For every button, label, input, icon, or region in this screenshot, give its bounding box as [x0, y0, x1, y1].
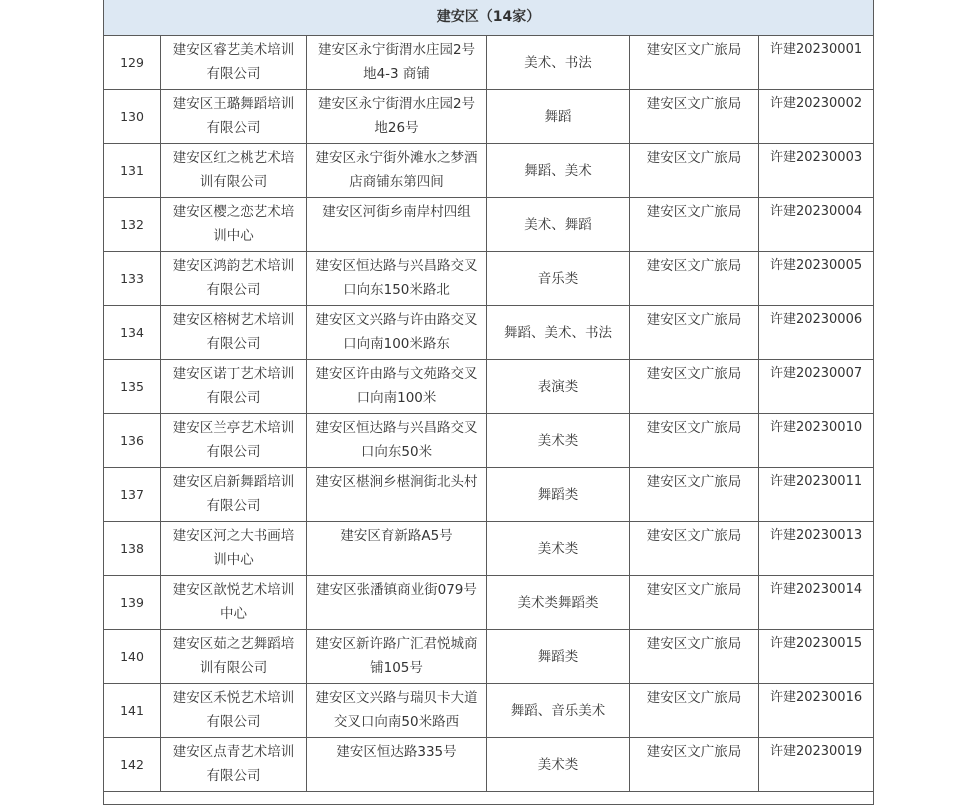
- approving-authority: 建安区文广旅局: [630, 738, 759, 792]
- table-row-partial: [104, 792, 874, 805]
- training-institution-table: [103, 0, 874, 805]
- training-category: 舞蹈: [487, 90, 630, 144]
- license-number: 许建20230010: [759, 414, 874, 468]
- table-row: [104, 144, 874, 198]
- row-number: 140: [104, 630, 161, 684]
- training-category: 美术类: [487, 414, 630, 468]
- institution-address: 建安区永宁街渭水庄园2号地4-3 商铺: [307, 36, 487, 90]
- institution-name: 建安区兰亭艺术培训有限公司: [161, 414, 307, 468]
- approving-authority: 建安区文广旅局: [630, 522, 759, 576]
- training-category: 美术类: [487, 522, 630, 576]
- training-category: 舞蹈、音乐美术: [487, 684, 630, 738]
- institution-address: 建安区恒达路与兴昌路交叉口向东150米路北: [307, 252, 487, 306]
- institution-address: 建安区椹涧乡椹涧街北头村: [307, 468, 487, 522]
- license-number: 许建20230005: [759, 252, 874, 306]
- license-number: 许建20230011: [759, 468, 874, 522]
- table-row: [104, 630, 874, 684]
- training-category: 表演类: [487, 360, 630, 414]
- approving-authority: 建安区文广旅局: [630, 144, 759, 198]
- row-number: 131: [104, 144, 161, 198]
- table-row: [104, 360, 874, 414]
- partial-cell: [104, 792, 874, 805]
- institution-address: 建安区文兴路与许由路交叉口向南100米路东: [307, 306, 487, 360]
- row-number: 137: [104, 468, 161, 522]
- institution-name: 建安区诺丁艺术培训有限公司: [161, 360, 307, 414]
- license-number: 许建20230003: [759, 144, 874, 198]
- license-number: 许建20230006: [759, 306, 874, 360]
- approving-authority: 建安区文广旅局: [630, 576, 759, 630]
- approving-authority: 建安区文广旅局: [630, 468, 759, 522]
- row-number: 130: [104, 90, 161, 144]
- training-category: 舞蹈类: [487, 630, 630, 684]
- row-number: 132: [104, 198, 161, 252]
- row-number: 135: [104, 360, 161, 414]
- license-number: 许建20230007: [759, 360, 874, 414]
- approving-authority: 建安区文广旅局: [630, 360, 759, 414]
- license-number: 许建20230001: [759, 36, 874, 90]
- table-row: [104, 252, 874, 306]
- row-number: 133: [104, 252, 161, 306]
- table-row: [104, 414, 874, 468]
- table-row: [104, 198, 874, 252]
- institution-name: 建安区茹之艺舞蹈培训有限公司: [161, 630, 307, 684]
- license-number: 许建20230013: [759, 522, 874, 576]
- training-category: 美术类: [487, 738, 630, 792]
- table-row: [104, 738, 874, 792]
- institution-address: 建安区恒达路与兴昌路交叉口向东50米: [307, 414, 487, 468]
- institution-name: 建安区红之桃艺术培训有限公司: [161, 144, 307, 198]
- institution-name: 建安区河之大书画培训中心: [161, 522, 307, 576]
- institution-address: 建安区恒达路335号: [307, 738, 487, 792]
- institution-address: 建安区张潘镇商业街079号: [307, 576, 487, 630]
- approving-authority: 建安区文广旅局: [630, 90, 759, 144]
- training-category: 音乐类: [487, 252, 630, 306]
- institution-name: 建安区点青艺术培训有限公司: [161, 738, 307, 792]
- institution-name: 建安区榕树艺术培训有限公司: [161, 306, 307, 360]
- row-number: 141: [104, 684, 161, 738]
- institution-name: 建安区睿艺美术培训有限公司: [161, 36, 307, 90]
- row-number: 129: [104, 36, 161, 90]
- table-row: [104, 468, 874, 522]
- training-category: 舞蹈类: [487, 468, 630, 522]
- license-number: 许建20230015: [759, 630, 874, 684]
- license-number: 许建20230002: [759, 90, 874, 144]
- institution-address: 建安区文兴路与瑞贝卡大道交叉口向南50米路西: [307, 684, 487, 738]
- district-header-row: [104, 0, 874, 36]
- training-category: 舞蹈、美术: [487, 144, 630, 198]
- institution-address: 建安区河街乡南岸村四组: [307, 198, 487, 252]
- institution-name: 建安区鸿韵艺术培训有限公司: [161, 252, 307, 306]
- license-number: 许建20230016: [759, 684, 874, 738]
- approving-authority: 建安区文广旅局: [630, 36, 759, 90]
- approving-authority: 建安区文广旅局: [630, 630, 759, 684]
- row-number: 138: [104, 522, 161, 576]
- training-category: 舞蹈、美术、书法: [487, 306, 630, 360]
- row-number: 136: [104, 414, 161, 468]
- institution-name: 建安区禾悦艺术培训有限公司: [161, 684, 307, 738]
- table-row: [104, 522, 874, 576]
- table-row: [104, 90, 874, 144]
- license-number: 许建20230014: [759, 576, 874, 630]
- approving-authority: 建安区文广旅局: [630, 306, 759, 360]
- district-header: 建安区（14家）: [104, 0, 874, 36]
- row-number: 139: [104, 576, 161, 630]
- row-number: 134: [104, 306, 161, 360]
- institution-address: 建安区永宁街渭水庄园2号地26号: [307, 90, 487, 144]
- training-category: 美术类舞蹈类: [487, 576, 630, 630]
- institution-address: 建安区新许路广汇君悦城商铺105号: [307, 630, 487, 684]
- institution-name: 建安区启新舞蹈培训有限公司: [161, 468, 307, 522]
- table-row: [104, 576, 874, 630]
- institution-name: 建安区歆悦艺术培训中心: [161, 576, 307, 630]
- approving-authority: 建安区文广旅局: [630, 414, 759, 468]
- table-row: [104, 684, 874, 738]
- license-number: 许建20230004: [759, 198, 874, 252]
- table-row: [104, 306, 874, 360]
- approving-authority: 建安区文广旅局: [630, 684, 759, 738]
- institution-name: 建安区樱之恋艺术培训中心: [161, 198, 307, 252]
- training-category: 美术、书法: [487, 36, 630, 90]
- approving-authority: 建安区文广旅局: [630, 198, 759, 252]
- table-row: [104, 36, 874, 90]
- institution-address: 建安区永宁街外滩水之梦酒店商铺东第四间: [307, 144, 487, 198]
- institution-name: 建安区王璐舞蹈培训有限公司: [161, 90, 307, 144]
- institution-address: 建安区育新路A5号: [307, 522, 487, 576]
- license-number: 许建20230019: [759, 738, 874, 792]
- approving-authority: 建安区文广旅局: [630, 252, 759, 306]
- row-number: 142: [104, 738, 161, 792]
- institution-address: 建安区许由路与文苑路交叉口向南100米: [307, 360, 487, 414]
- training-category: 美术、舞蹈: [487, 198, 630, 252]
